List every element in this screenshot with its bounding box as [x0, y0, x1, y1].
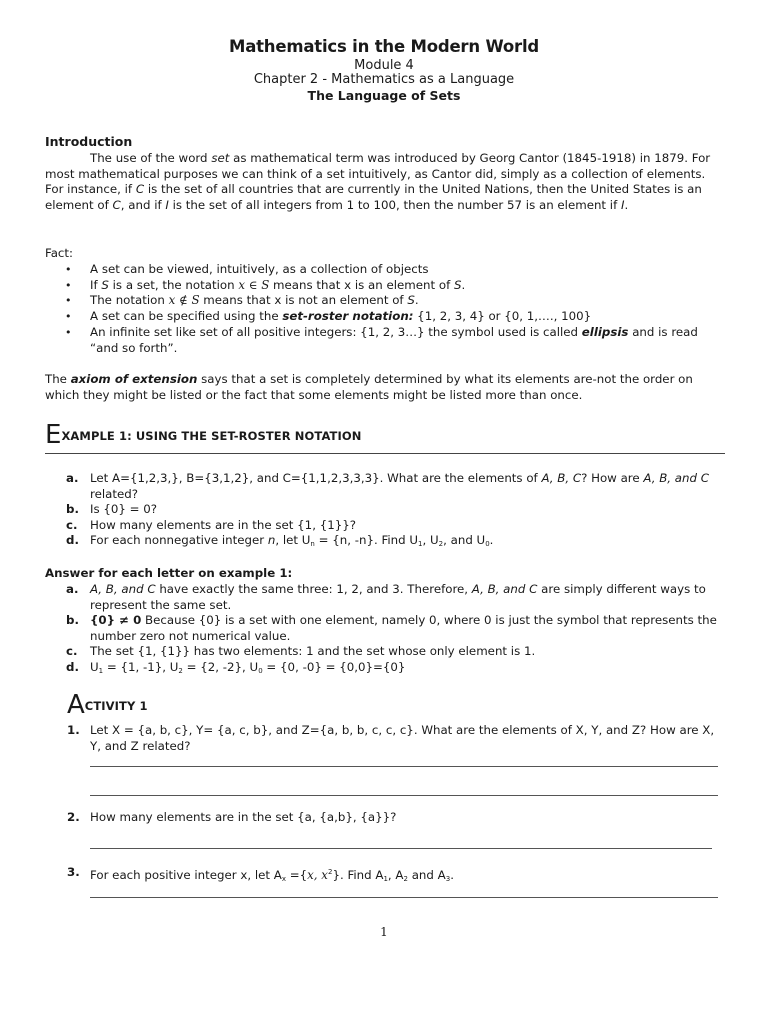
- example-1-heading: EXAMPLE 1: USING THE SET-ROSTER NOTATION: [45, 420, 362, 450]
- axiom-paragraph: The axiom of extension says that a set is completely determined by what its elements are-not the order on which they might be listed or the fact that some elements might be listed more than once.: [45, 372, 693, 402]
- activity-1-heading: ACTIVITY 1: [67, 690, 148, 720]
- list-item: d. $U_1 = \{1$, -1}, $U_2 = \{2$, -2}, $U_0 = \{0$, -0} = {0,0}={0}: [66, 659, 406, 675]
- list-item: d. For each nonnegative integer n, let $U_n = \{n$, -n}. Find $U_1$, $U_2$, and $U_0$.: [66, 533, 494, 549]
- list-item: • An infinite set like set of all positive integers: {1, 2, 3…} the symbol used is called ellipsis and is read “and so forth”.: [45, 325, 725, 356]
- page-number: 1: [380, 925, 388, 939]
- list-item: • A set can be viewed, intuitively, as a collection of objects: [45, 262, 725, 278]
- list-item: b. {0} ≠ 0 Because {0} is a set with one element, namely 0, where 0 is just the symbol that represents the number zero not numerical value.: [66, 613, 717, 643]
- answer-line[interactable]: [90, 897, 718, 898]
- document-title: Mathematics in the Modern World: [228, 37, 540, 56]
- introduction-heading: Introduction: [45, 134, 133, 149]
- list-item: • If S is a set, the notation x ∈ S means that x is an element of S.: [45, 278, 725, 294]
- answers-heading: Answer for each letter on example 1:: [45, 566, 293, 580]
- list-item: c. How many elements are in the set {1, {1}}?: [66, 517, 356, 532]
- answer-line[interactable]: [90, 795, 718, 796]
- answers-list: [45, 582, 725, 680]
- activity-question-1: 1. Let X = {a, b, c}, Y= {a, c, b}, and Z={a, b, b, c, c, c}. What are the elements of X, Y, and Z? How are X, Y, and Z related?: [67, 723, 715, 753]
- list-item: c. The set {1, {1}} has two elements: 1 and the set whose only element is 1.: [66, 644, 536, 659]
- facts-list: [45, 262, 725, 356]
- list-item: • A set can be specified using the set-roster notation: {1, 2, 3, 4} or {0, 1,…., 100}: [45, 309, 725, 325]
- activity-question-2: 2. How many elements are in the set {a, {a,b}, {a}}?: [67, 810, 397, 824]
- list-item: • The notation x ∉ S means that x is not an element of S.: [45, 293, 725, 309]
- chapter-label: Chapter 2 - Mathematics as a Language: [253, 72, 515, 87]
- example-1-list: [45, 471, 725, 553]
- answer-line[interactable]: [90, 766, 718, 767]
- introduction-paragraph: The use of the word set as mathematical term was introduced by Georg Cantor (1845-1918) in 1879. For most mathematical purposes we can think of a set intuitively, as Cantor did, simply as a collection of elements. For instance, if C is the set of all countries that are currently in the United Nations, then the United States is an element of C, and if I is the set of all integers from 1 to 100, then the number 57 is an element if I.: [45, 151, 711, 213]
- divider: [45, 453, 725, 454]
- list-item: a. A, B, and C have exactly the same three: 1, 2, and 3. Therefore, A, B, and C are simply different ways to represent the same set.: [66, 582, 706, 612]
- list-item: b. Is {0} = 0?: [66, 502, 158, 517]
- activity-question-3: 3. For each positive integer x, let $A_x =\{x$, $x^2$}. Find $A_1$, $A_2$ and $A_3$.: [67, 865, 454, 883]
- module-label: Module 4: [354, 58, 414, 73]
- fact-label: Fact:: [45, 246, 74, 260]
- section-subtitle: The Language of Sets: [307, 88, 461, 103]
- list-item: a. Let A={1,2,3,}, B={3,1,2}, and C={1,1,2,3,3,3}. What are the elements of A, B, C? How are A, B, and C related?: [66, 471, 709, 501]
- answer-line[interactable]: [90, 848, 712, 849]
